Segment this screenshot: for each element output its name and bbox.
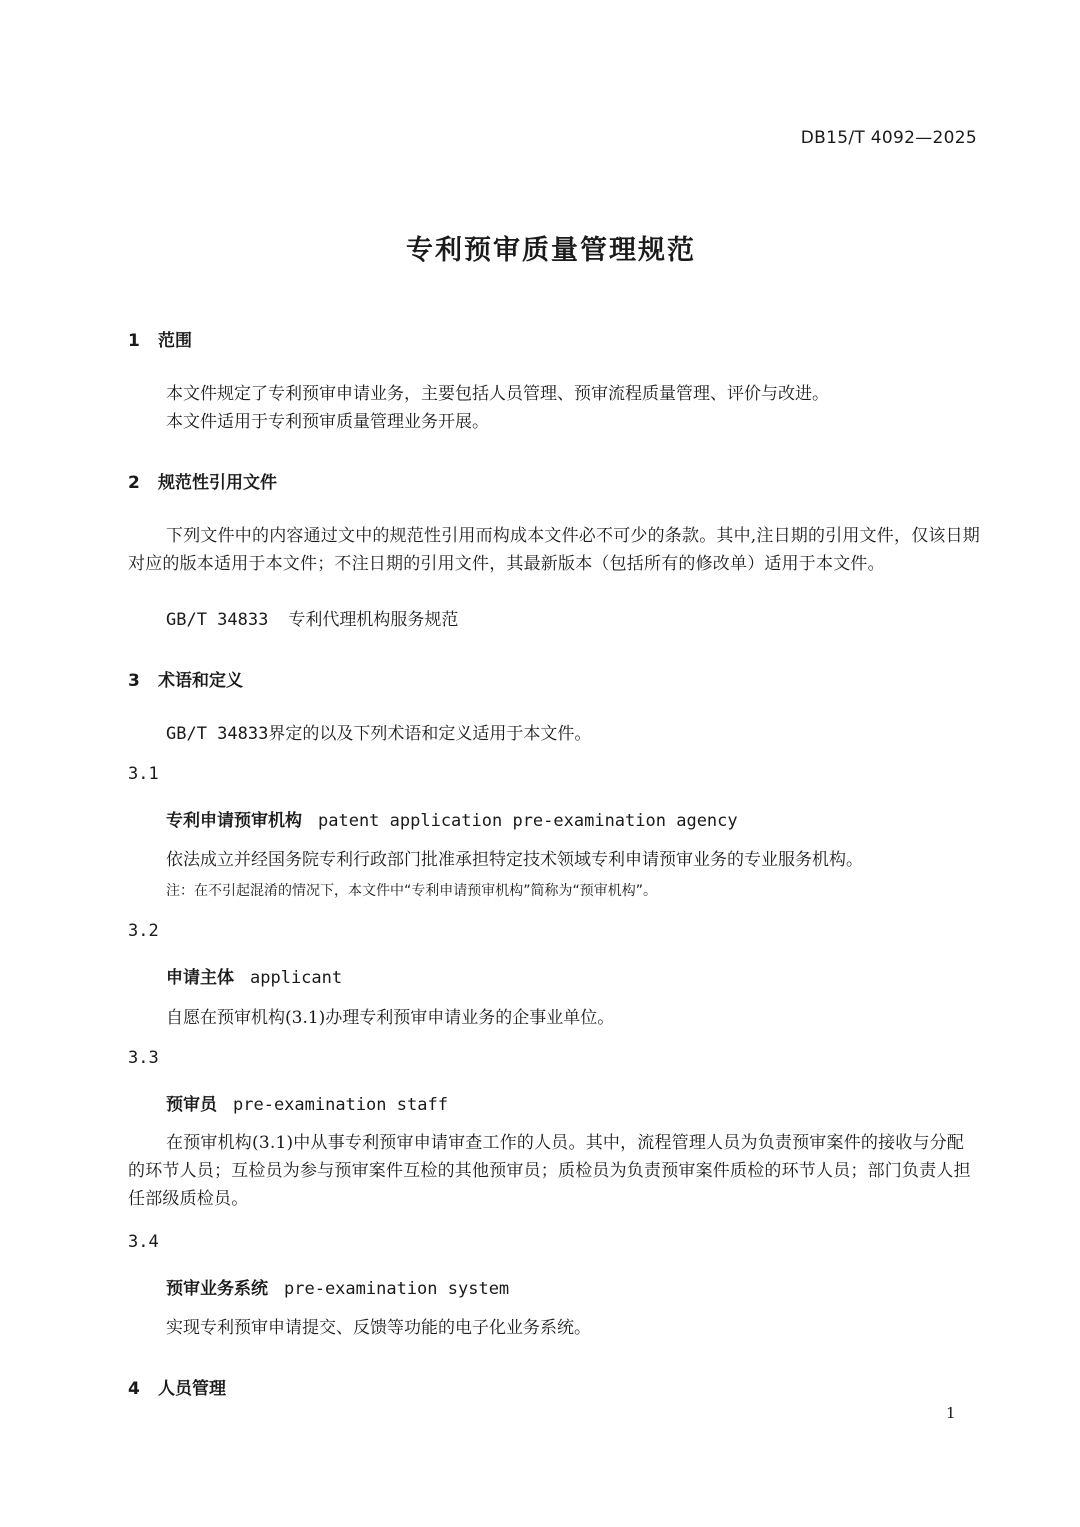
term-en: patent application pre-examination agency bbox=[318, 811, 738, 831]
term-definition-3-1: 依法成立并经国务院专利行政部门批准承担特定技术领域专利申请预审业务的专业服务机构。 bbox=[166, 850, 863, 870]
term-en: applicant bbox=[250, 968, 343, 988]
standard-code: DB15/T 4092—2025 bbox=[800, 128, 977, 148]
terms-intro bbox=[166, 720, 591, 748]
term-name-3-3 bbox=[166, 1090, 448, 1115]
reference-code: GB/T 34833 bbox=[166, 610, 269, 630]
scope-paragraph-2: 本文件适用于专利预审质量管理业务开展。 bbox=[166, 412, 489, 432]
term-zh: 预审业务系统 bbox=[166, 1279, 268, 1299]
term-number-3-2: 3.2 bbox=[128, 921, 159, 941]
term-name-3-2 bbox=[166, 963, 342, 988]
section-title: 规范性引用文件 bbox=[158, 473, 277, 493]
term-number-3-1: 3.1 bbox=[128, 764, 159, 784]
term-number-3-4: 3.4 bbox=[128, 1232, 159, 1252]
term-zh: 申请主体 bbox=[166, 968, 234, 988]
term-name-3-1 bbox=[166, 806, 738, 831]
term-zh: 预审员 bbox=[166, 1095, 217, 1115]
term-en: pre-examination system bbox=[284, 1279, 510, 1299]
section-title: 人员管理 bbox=[158, 1379, 226, 1399]
section-heading-2 bbox=[128, 468, 277, 493]
term-note-3-1: 注：在不引起混淆的情况下，本文件中“专利申请预审机构”简称为“预审机构”。 bbox=[166, 883, 658, 899]
term-definition-3-2: 自愿在预审机构(3.1)办理专利预审申请业务的企事业单位。 bbox=[166, 1008, 615, 1028]
term-definition-3-4: 实现专利预审申请提交、反馈等功能的电子化业务系统。 bbox=[166, 1318, 591, 1338]
reference-title: 专利代理机构服务规范 bbox=[288, 610, 459, 630]
terms-intro-code: GB/T 34833 bbox=[166, 724, 269, 744]
section-title: 范围 bbox=[158, 331, 192, 351]
reference-entry bbox=[166, 606, 458, 634]
scope-paragraph-1: 本文件规定了专利预审申请业务，主要包括人员管理、预审流程质量管理、评价与改进。 bbox=[166, 384, 829, 404]
terms-intro-text: 界定的以及下列术语和定义适用于本文件。 bbox=[268, 724, 592, 744]
term-zh: 专利申请预审机构 bbox=[166, 811, 302, 831]
term-number-3-3: 3.3 bbox=[128, 1048, 159, 1068]
document-title: 专利预审质量管理规范 bbox=[406, 235, 696, 266]
section-number: 4 bbox=[128, 1379, 140, 1399]
term-en: pre-examination staff bbox=[233, 1095, 448, 1115]
section-number: 1 bbox=[128, 331, 140, 351]
section-title: 术语和定义 bbox=[158, 671, 243, 691]
page-number: 1 bbox=[946, 1404, 956, 1422]
term-definition-3-3: 在预审机构(3.1)中从事专利预审申请审查工作的人员。其中，流程管理人员为负责预审案件的接收与分配的环节人员；互检员为参与预审案件互检的其他预审员；质检员为负责预审案件质检的环节人员；部门负责人担任部级质检员。 bbox=[128, 1133, 971, 1209]
section-number: 2 bbox=[128, 473, 140, 493]
normative-references-paragraph: 下列文件中的内容通过文中的规范性引用而构成本文件必不可少的条款。其中,注日期的引用文件，仅该日期对应的版本适用于本文件；不注日期的引用文件，其最新版本（包括所有的修改单）适用于本文件。 bbox=[128, 526, 981, 574]
section-heading-4 bbox=[128, 1374, 226, 1399]
section-heading-3 bbox=[128, 666, 243, 691]
term-name-3-4 bbox=[166, 1274, 509, 1299]
section-number: 3 bbox=[128, 671, 140, 691]
section-heading-1 bbox=[128, 326, 192, 351]
